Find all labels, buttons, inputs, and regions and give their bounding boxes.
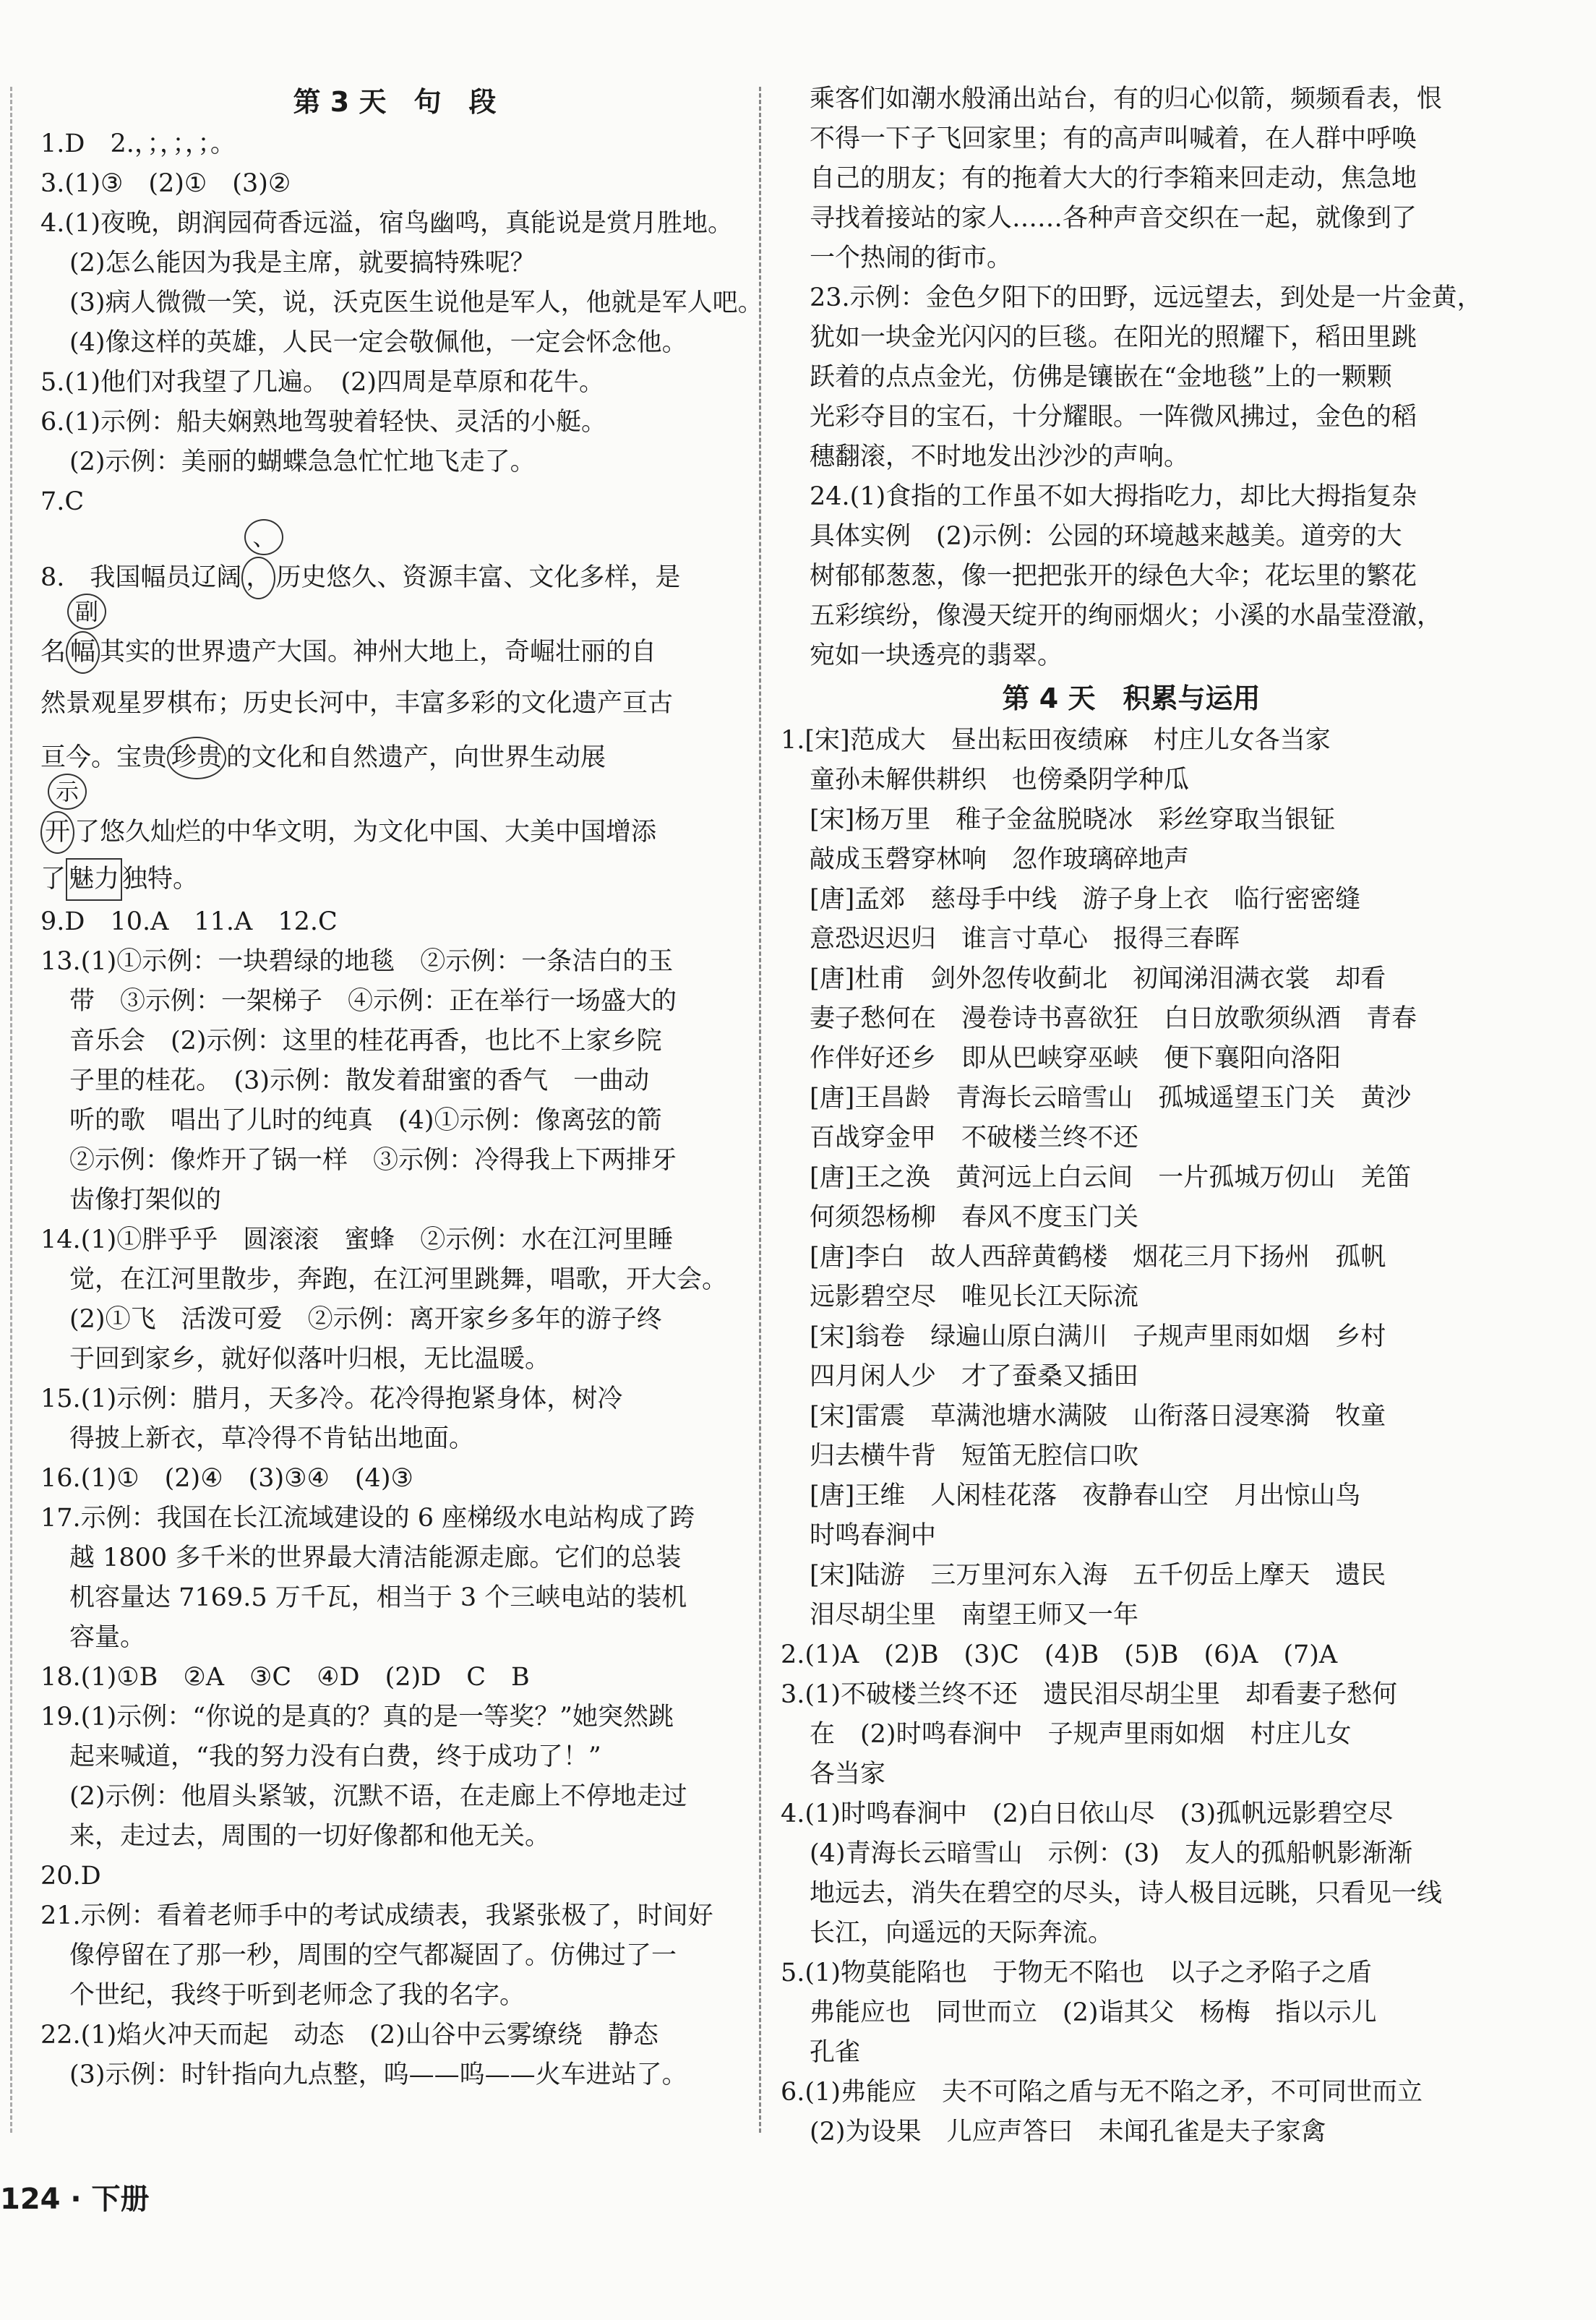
answer-line: 远影碧空尽 唯见长江天际流 <box>810 1283 1139 1311</box>
answer-line: 一个热闹的街市。 <box>810 244 1013 273</box>
page-number: 124 · 下册 <box>0 2183 150 2216</box>
answer-line: 觉，在江河里散步，奔跑，在江河里跳舞，唱歌，开大会。 <box>69 1265 728 1294</box>
answer-line: 容量。 <box>69 1623 146 1652</box>
answer-line: 童孙未解供耕织 也傍桑阴学种瓜 <box>810 766 1190 795</box>
answer-line: [宋]翁卷 绿遍山原白满川 子规声里雨如烟 乡村 <box>810 1322 1386 1351</box>
circled-error: 幅 <box>66 631 100 674</box>
answer-line: (2)为设果 儿应声答曰 未闻孔雀是夫子家禽 <box>810 2118 1326 2146</box>
answer-line: 22.(1)焰火冲天而起 动态 (2)山谷中云雾缭绕 静态 <box>40 2021 658 2050</box>
correction-mark: 、 <box>244 519 283 555</box>
circled-error: 珍贵 <box>167 737 226 779</box>
answer-line: 5.(1)物莫能陷也 于物无不陷也 以子之矛陷子之盾 <box>781 1959 1372 1987</box>
answer-line: 13.(1)①示例：一块碧绿的地毯 ②示例：一条洁白的玉 <box>40 947 674 976</box>
left-answers-1 <box>40 124 763 522</box>
answer-line: (4)像这样的英雄，人民一定会敬佩他，一定会怀念他。 <box>69 328 687 357</box>
answer-line: 15.(1)示例：腊月，天多冷。花冷得抱紧身体，树冷 <box>40 1384 623 1413</box>
answer-line: 光彩夺目的宝石，十分耀眼。一阵微风拂过，金色的稻 <box>810 403 1417 432</box>
boxed-swap: 魅力 <box>66 858 122 901</box>
column-divider <box>759 87 761 2133</box>
q8-line-3: 然景观星罗棋布；历史长河中，丰富多彩的文化遗产亘古 <box>40 689 674 718</box>
answer-line: 弗能应也 同世而立 (2)诣其父 杨梅 指以示儿 <box>810 1998 1377 2027</box>
answer-line: [唐]王昌龄 青海长云暗雪山 孤城遥望玉门关 黄沙 <box>810 1084 1412 1113</box>
answer-line: 6.(1)弗能应 夫不可陷之盾与无不陷之矛，不可同世而立 <box>781 2078 1423 2107</box>
answer-line: 来，走过去，周围的一切好像都和他无关。 <box>69 1822 551 1851</box>
answer-line: 于回到家乡，就好似落叶归根，无比温暖。 <box>69 1345 551 1374</box>
answer-line: 19.(1)示例：“你说的是真的？真的是一等奖？”她突然跳 <box>40 1703 674 1732</box>
answer-line: (2)示例：美丽的蝴蝶急急忙忙地飞走了。 <box>69 448 536 476</box>
section-title-day4: 第 4 天 积累与运用 <box>1002 682 1261 714</box>
answer-line: 起来喊道，“我的努力没有白费，终于成功了！” <box>69 1742 601 1771</box>
section-title-day3: 第 3 天 句 段 <box>293 86 497 118</box>
answer-line: 子里的桂花。 (3)示例：散发着甜蜜的香气 一曲动 <box>69 1066 650 1095</box>
answer-line: (4)青海长云暗雪山 示例：(3) 友人的孤船帆影渐渐 <box>810 1839 1413 1868</box>
answer-line: 24.(1)食指的工作虽不如大拇指吃力，却比大拇指复杂 <box>810 482 1417 511</box>
answer-line: 3.(1)③ (2)① (3)② <box>40 169 291 198</box>
answer-line: 敲成玉磬穿林响 忽作玻璃碎地声 <box>810 845 1190 874</box>
question-8-proofreading <box>40 523 749 898</box>
answer-line: 音乐会 (2)示例：这里的桂花再香，也比不上家乡院 <box>69 1027 662 1056</box>
answer-line: 4.(1)夜晚，朗润园荷香远溢，宿鸟幽鸣，真能说是赏月胜地。 <box>40 209 733 238</box>
answer-line: 机容量达 7169.5 万千瓦，相当于 3 个三峡电站的装机 <box>69 1583 687 1612</box>
answer-line: 何须怨杨柳 春风不度玉门关 <box>810 1203 1139 1232</box>
answer-line: 意恐迟迟归 谁言寸草心 报得三春晖 <box>810 925 1240 954</box>
circled-error: 开 <box>40 811 74 854</box>
answer-line: 齿像打架似的 <box>69 1186 222 1215</box>
answer-line: (3)病人微微一笑，说，沃克医生说他是军人，他就是军人吧。 <box>69 288 763 317</box>
circled-error: ， <box>241 557 275 599</box>
answer-line: 孔雀 <box>810 2038 861 2067</box>
answer-line: 地远去，消失在碧空的尽头，诗人极目远眺，只看见一线 <box>810 1879 1443 1908</box>
right-answers-1 <box>781 80 1482 676</box>
answer-line: 5.(1)他们对我望了几遍。 (2)四周是草原和花牛。 <box>40 368 605 397</box>
answer-line: 不得一下子飞回家里；有的高声叫喊着，在人群中呼唤 <box>810 124 1417 153</box>
q8-line-6: 了 魅力 独特。 <box>40 858 749 898</box>
answer-line: 18.(1)①B ②A ③C ④D (2)D C B <box>40 1663 530 1692</box>
answer-line: 带 ③示例：一架梯子 ④示例：正在举行一场盛大的 <box>69 987 677 1016</box>
answer-line: 20.D <box>40 1862 101 1891</box>
margin-dashed-line <box>10 87 12 2133</box>
answer-line: [宋]陆游 三万里河东入海 五千仞岳上摩天 遗民 <box>810 1561 1386 1590</box>
answer-line: 9.D 10.A 11.A 12.C <box>40 907 338 936</box>
answer-line: [唐]王维 人闲桂花落 夜静春山空 月出惊山鸟 <box>810 1481 1361 1510</box>
answer-line: (2)怎么能因为我是主席，就要搞特殊呢？ <box>69 249 536 278</box>
answer-line: 跃着的点点金光，仿佛是镶嵌在“金地毯”上的一颗颗 <box>810 363 1392 392</box>
answer-line: 得披上新衣，草冷得不肯钻出地面。 <box>69 1424 475 1453</box>
answer-line: 16.(1)① (2)④ (3)③④ (4)③ <box>40 1464 413 1493</box>
answer-line: 乘客们如潮水般涌出站台，有的归心似箭，频频看表，恨 <box>810 85 1443 114</box>
q8-line-4: 亘今。宝贵 珍贵 的文化和自然遗产，向世界生动展 <box>40 737 749 776</box>
answer-line: [宋]雷震 草满池塘水满陂 山衔落日浸寒漪 牧童 <box>810 1402 1386 1431</box>
answer-line: ②示例：像炸开了锅一样 ③示例：冷得我上下两排牙 <box>69 1146 677 1175</box>
answer-line: [唐]孟郊 慈母手中线 游子身上衣 临行密密缝 <box>810 885 1361 914</box>
answer-line: 23.示例：金色夕阳下的田野，远远望去，到处是一片金黄， <box>810 283 1483 312</box>
answer-line: [唐]杜甫 剑外忽传收蓟北 初闻涕泪满衣裳 却看 <box>810 964 1386 993</box>
answer-line: 在 (2)时鸣春涧中 子规声里雨如烟 村庄儿女 <box>810 1720 1352 1749</box>
answer-line: 归去横牛背 短笛无腔信口吹 <box>810 1442 1139 1471</box>
left-answers-2 <box>40 902 749 2095</box>
correction-mark: 副 <box>67 594 106 630</box>
answer-line: 泪尽胡尘里 南望王师又一年 <box>810 1601 1139 1630</box>
answer-line: 听的歌 唱出了儿时的纯真 (4)①示例：像离弦的箭 <box>69 1106 662 1135</box>
answer-line: 越 1800 多千米的世界最大清洁能源走廊。它们的总装 <box>69 1544 682 1572</box>
q8-line-5: 示 开 了悠久灿烂的中华文明，为文化中国、大美中国增添 <box>40 811 749 851</box>
answer-line: 1.D 2.，；，；，；。 <box>40 129 236 158</box>
answer-line: 6.(1)示例：船夫娴熟地驾驶着轻快、灵活的小艇。 <box>40 408 606 437</box>
answer-line: 2.(1)A (2)B (3)C (4)B (5)B (6)A (7)A <box>781 1640 1338 1669</box>
answer-line: 四月闲人少 才了蚕桑又插田 <box>810 1362 1139 1391</box>
answer-line: 五彩缤纷，像漫天绽开的绚丽烟火；小溪的水晶莹澄澈， <box>810 602 1443 630</box>
answer-line: 像停留在了那一秒，周围的空气都凝固了。仿佛过了一 <box>69 1941 677 1970</box>
q8-line-1: 8. 我国幅员辽阔 、 ， 历史悠久、资源丰富、文化多样，是 <box>40 557 749 596</box>
answer-line: (3)示例：时针指向九点整，呜——呜——火车进站了。 <box>69 2060 687 2089</box>
answer-line: 作伴好还乡 即从巴峡穿巫峡 便下襄阳向洛阳 <box>810 1044 1342 1073</box>
answer-line: 长江，向遥远的天际奔流。 <box>810 1919 1114 1948</box>
answer-line: (2)①飞 活泼可爱 ②示例：离开家乡多年的游子终 <box>69 1305 662 1334</box>
left-column <box>40 80 763 2095</box>
answer-line: 14.(1)①胖乎乎 圆滚滚 蜜蜂 ②示例：水在江河里睡 <box>40 1225 674 1254</box>
answer-line: 21.示例：看着老师手中的考试成绩表，我紧张极了，时间好 <box>40 1901 713 1930</box>
right-column <box>781 80 1482 2152</box>
answer-line: 4.(1)时鸣春涧中 (2)白日依山尽 (3)孤帆远影碧空尽 <box>781 1799 1394 1828</box>
right-answers-2 <box>781 721 1482 2152</box>
answer-line: [唐]王之涣 黄河远上白云间 一片孤城万仞山 羌笛 <box>810 1163 1412 1192</box>
answer-line: 时鸣春涧中 <box>810 1521 937 1550</box>
answer-line: 个世纪，我终于听到老师念了我的名字。 <box>69 1981 525 2010</box>
answer-line: 17.示例：我国在长江流域建设的 6 座梯级水电站构成了跨 <box>40 1504 695 1533</box>
answer-line: 具体实例 (2)示例：公园的环境越来越美。道旁的大 <box>810 522 1402 551</box>
answer-line: [宋]杨万里 稚子金盆脱晓冰 彩丝穿取当银钲 <box>810 805 1336 834</box>
answer-line: 犹如一块金光闪闪的巨毯。在阳光的照耀下，稻田里跳 <box>810 323 1417 352</box>
answer-line: 穗翻滚，不时地发出沙沙的声响。 <box>810 442 1190 471</box>
answer-line: 7.C <box>40 487 85 516</box>
answer-line: [唐]李白 故人西辞黄鹤楼 烟花三月下扬州 孤帆 <box>810 1243 1386 1272</box>
answer-line: 树郁郁葱葱，像一把把张开的绿色大伞；花坛里的繁花 <box>810 562 1417 591</box>
answer-line: 3.(1)不破楼兰终不还 遗民泪尽胡尘里 却看妻子愁何 <box>781 1680 1397 1709</box>
answer-line: 自己的朋友；有的拖着大大的行李箱来回走动，焦急地 <box>810 164 1417 193</box>
answer-line: 1.[宋]范成大 昼出耘田夜绩麻 村庄儿女各当家 <box>781 726 1331 755</box>
correction-mark: 示 <box>48 774 87 810</box>
q8-line-2: 名 副 幅 其实的世界遗产大国。神州大地上，奇崛壮丽的自 <box>40 631 749 671</box>
answer-line: (2)示例：他眉头紧皱，沉默不语，在走廊上不停地走过 <box>69 1782 687 1811</box>
answer-line: 妻子愁何在 漫卷诗书喜欲狂 白日放歌须纵酒 青春 <box>810 1004 1417 1033</box>
answer-line: 各当家 <box>810 1760 886 1789</box>
answer-line: 宛如一块透亮的翡翠。 <box>810 641 1063 670</box>
answer-line: 百战穿金甲 不破楼兰终不还 <box>810 1123 1139 1152</box>
answer-line: 寻找着接站的家人……各种声音交织在一起，就像到了 <box>810 204 1417 233</box>
